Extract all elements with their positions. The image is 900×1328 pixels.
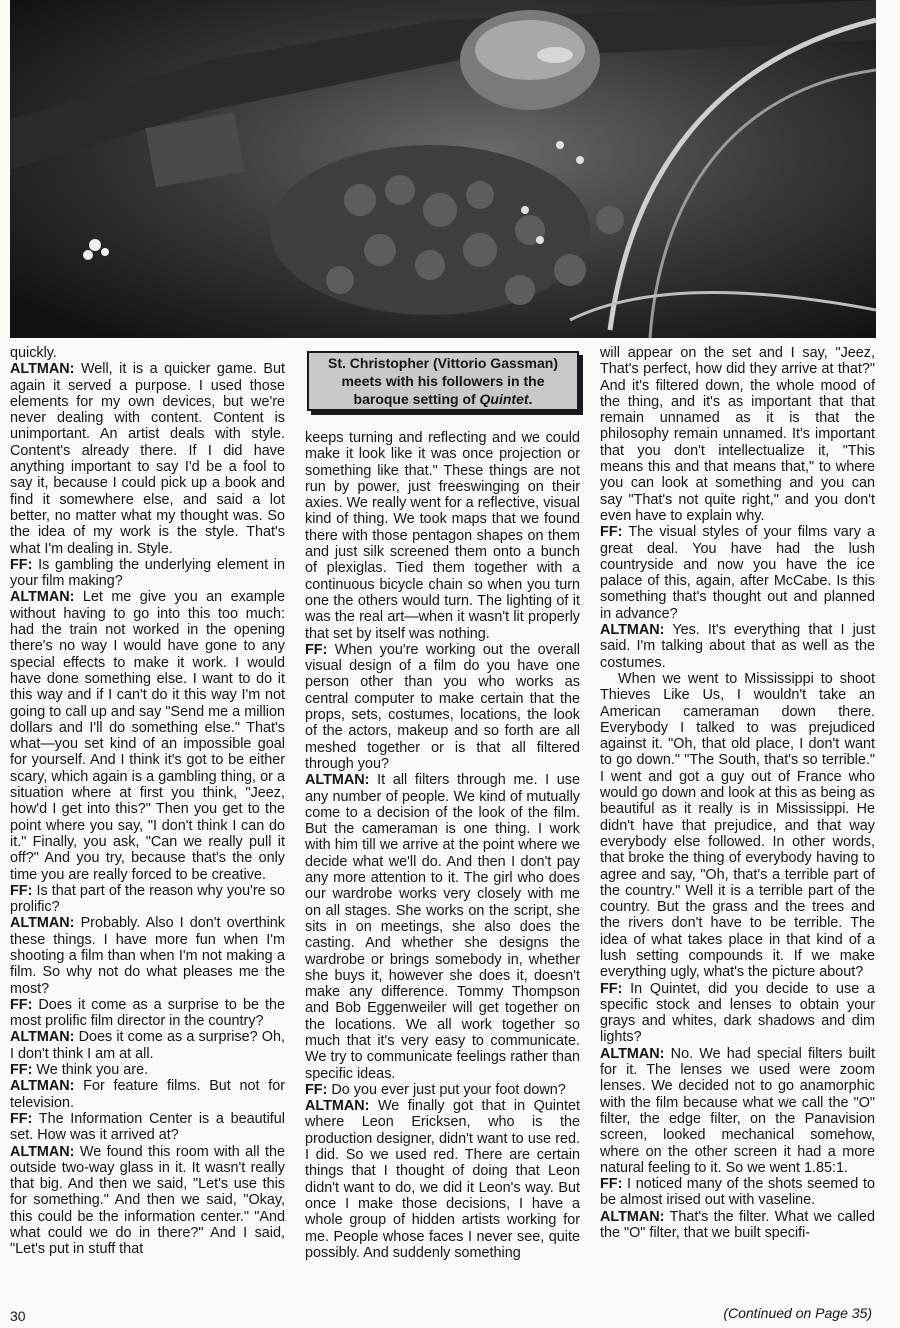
speaker-label: ALTMAN: <box>10 1029 75 1046</box>
paragraph-text: Does it come as a surprise to be the most prolific film director in the country? <box>10 996 285 1030</box>
paragraph-text: In Quintet, did you decide to use a specific stock and lenses to obtain your grays and whites, dark shadows and dim lights? <box>600 980 875 1046</box>
paragraph <box>10 361 285 557</box>
paragraph-text: Is gambling the underlying element in your film making? <box>10 556 285 590</box>
paragraph-text: The visual styles of your films vary a great deal. You have had the lush countryside and now you have the ice palace of this, again, after McCabe. Is this something that's thought out and planned in advance? <box>600 524 875 622</box>
paragraph <box>10 589 285 882</box>
paragraph-text: We found this room with all the outside two-way glass in it. It wasn't really that big. And then we said, "Let's use this for something." And then we said, "Okay, this could be the information center." "And what could we do in there?" And I said, "Let's put in stuff that <box>10 1143 285 1258</box>
paragraph <box>10 1111 285 1144</box>
speaker-label: ALTMAN: <box>10 1143 75 1160</box>
text-column-1 <box>10 345 285 1305</box>
photo-image <box>10 0 876 338</box>
paragraph-text: For feature films. But not for television. <box>10 1078 285 1111</box>
speaker-label: FF: <box>10 1062 33 1079</box>
paragraph <box>600 1176 875 1209</box>
paragraph <box>10 1144 285 1258</box>
paragraph <box>10 1029 285 1062</box>
speaker-label: FF: <box>305 641 328 658</box>
speaker-label: ALTMAN: <box>305 1098 370 1115</box>
speaker-label: ALTMAN: <box>600 1045 665 1062</box>
paragraph <box>305 642 580 772</box>
speaker-label: ALTMAN: <box>10 1078 75 1095</box>
paragraph <box>600 1209 875 1242</box>
continued-note: (Continued on Page 35) <box>723 1305 872 1321</box>
paragraph-text: The Information Center is a beautiful set. How was it arrived at? <box>10 1110 285 1144</box>
paragraph <box>10 915 285 996</box>
paragraph-text: Do you ever just put your foot down? <box>327 1081 566 1098</box>
paragraph-text: Is that part of the reason why you're so prolific? <box>10 882 285 916</box>
speaker-label: ALTMAN: <box>600 622 665 639</box>
paragraph <box>10 345 285 361</box>
paragraph-text: When we went to Mississippi to shoot Thieves Like Us, I wouldn't take an American cameraman down there. Everybody I talked to was prejudiced against it. "Oh, that old place, I don't want to go down." "The South, that's so terrible." I went and got a guy out of France who would go down and look at this as being as beautiful as it really is in Mississippi. He didn't have that prejudice, and that way everybody else followed. In other words, that broke the thing of everybody having to agree and say, "Oh, that's a terrible part of the country." Well it is a terrible part of the country. But the grass and the trees and the rivers don't have to be terrible. The idea of what takes place in that kind of a lush setting compounds it. If we make everything ugly, what's the picture about? <box>600 670 875 981</box>
speaker-label: FF: <box>10 1110 33 1127</box>
speaker-label: FF: <box>10 882 33 899</box>
speaker-label: ALTMAN: <box>10 361 75 378</box>
speaker-label: ALTMAN: <box>305 772 370 789</box>
paragraph <box>600 345 875 524</box>
paragraph <box>10 883 285 916</box>
paragraph-text: That's the filter. What we called the "O" filter, that we built specifi- <box>600 1208 875 1242</box>
paragraph <box>600 1046 875 1176</box>
paragraph-text: No. We had special filters built for it. The lenses we used were zoom lenses. We decided not to go anamorphic with the film because what we call the "O" filter, the edge filter, on the Panavision screen, looked mechanical somehow, where on the other screen it had a more natural feeling to it. So we went 1.85:1. <box>600 1045 875 1176</box>
speaker-label: ALTMAN: <box>10 589 75 606</box>
speaker-label: ALTMAN: <box>600 1208 665 1225</box>
speaker-label: FF: <box>10 996 33 1013</box>
paragraph-text: Well, it is a quicker game. But again it served a purpose. I used those elements for my own devices, but we're never dealing with content. Content is unimportant. An artist deals with style. Content's already there. If I did have anything important to say I'd be a fool to say it, because I could pick up a book and find it somewhere else, and said a lot better, no matter what my thought was. So the idea of my work is the style. That's what I'm dealing in. Style. <box>10 361 285 557</box>
paragraph-text: Probably. Also I don't overthink these things. I have more fun when I'm shooting a film than when I'm not making a film. So why not do what pleases me the most? <box>10 915 285 997</box>
paragraph-text: keeps turning and reflecting and we could make it look like it was once projection or something like that." These things are not run by power, just freeswinging on their axies. We really went for a reflective, visual kind of thing. We took maps that we found there with those pentagon shapes on them and just silk screened them onto a bunch of plexiglas. Tied them together with a continuous bicycle chain so when you turn one the others would turn. The lighting of it was the real art—when it wasn't lit properly that set by itself was nothing. <box>305 430 580 642</box>
paragraph <box>600 622 875 671</box>
photo-scene <box>10 0 876 338</box>
paragraph <box>600 671 875 981</box>
paragraph <box>10 1062 285 1078</box>
speaker-label: FF: <box>600 524 623 541</box>
paragraph <box>600 524 875 622</box>
speaker-label: FF: <box>305 1081 328 1098</box>
paragraph-text: Yes. It's everything that I just said. I'm talking about that as well as the costumes. <box>600 622 875 671</box>
paragraph <box>305 1082 580 1098</box>
paragraph-text: will appear on the set and I say, "Jeez, That's perfect, how did they arrive at that?" And it's filtered down, the whole mood of the thing, and it's as important that that remain unnamed as it is that the philosophy remain unnamed. It's important that you don't intellectualize it, "This means this and that means that," to where you can look at something and you can say "That's not quite right," and you don't even have to explain why. <box>600 345 875 524</box>
paragraph <box>600 981 875 1046</box>
paragraph-text: When you're working out the overall visual design of a film do you have one person other than you who works as central computer to make certain that the props, sets, costumes, locations, the look of the actors, makeup and so forth are all meshed together or is that all filtered through you? <box>305 641 580 772</box>
paragraph <box>10 1078 285 1111</box>
paragraph-text: Let me give you an example without having to go into this too much: had the train not worked in the opening there's no way I would have gone to any special effects to make it work. I would have done something else. I want to do it this way and if I can't do it this way I'm not going to call up and say "Send me a million dollars and I'll do something else." That's what—you set kind of an impossible goal for yourself. And I think it's got to be either scary, which again is a gambling thing, or a situation where at first you think, "Jeez, how'd I get into this?" Then you get to the point where you say, "I don't think I can do it." Finally, you ask, "Can we really pull it off?" And you try, because that's the only time you are really forced to be creative. <box>10 589 285 883</box>
paragraph <box>305 430 580 642</box>
text-column-2 <box>305 430 580 1305</box>
paragraph-text: Does it come as a surprise? Oh, I don't think I am at all. <box>10 1029 285 1062</box>
speaker-label: ALTMAN: <box>10 915 75 932</box>
paragraph-text: We finally got that in Quintet where Leon Ericksen, who is the production designer, didn't want to use red. I did. So we used red. There are certain things that I thought of doing that Leon didn't want to do, we did it Leon's way. But once I make those decisions, I have a whole group of hidden artists working for me. People whose faces I never see, quite possibly. And suddenly something <box>305 1098 580 1261</box>
paragraph <box>10 557 285 590</box>
paragraph-text: We think you are. <box>32 1062 149 1079</box>
paragraph-text: quickly. <box>10 345 57 361</box>
speaker-label: FF: <box>600 1176 623 1193</box>
speaker-label: FF: <box>10 556 33 573</box>
paragraph <box>305 1098 580 1261</box>
photo-caption: St. Christopher (Vittorio Gassman) meets with his followers in the baroque setting of Quintet. <box>307 351 579 411</box>
speaker-label: FF: <box>600 980 623 997</box>
paragraph-text: I noticed many of the shots seemed to be almost irised out with vaseline. <box>600 1176 875 1209</box>
text-column-3 <box>600 345 875 1305</box>
paragraph <box>10 997 285 1030</box>
paragraph-text: It all filters through me. I use any number of people. We kind of mutually come to a decision of the look of the film. But the cameraman is one thing. I work with him till we arrive at the point where we decide what we'll do. And then I don't pay any more attention to it. The girl who does our wardrobe works very closely with me on all stages. She works on the script, she sits in on meetings, she also does the casting. And whether she designs the wardrobe or brings somebody in, whether she buys it, however she does it, doesn't make any difference. Tommy Thompson and Bob Eggenweiler will get together on the locations. We all work together so much that it's very easy to communicate. We try to communicate feelings rather than specific ideas. <box>305 772 580 1082</box>
page-number: 30 <box>10 1308 26 1324</box>
paragraph <box>305 772 580 1082</box>
